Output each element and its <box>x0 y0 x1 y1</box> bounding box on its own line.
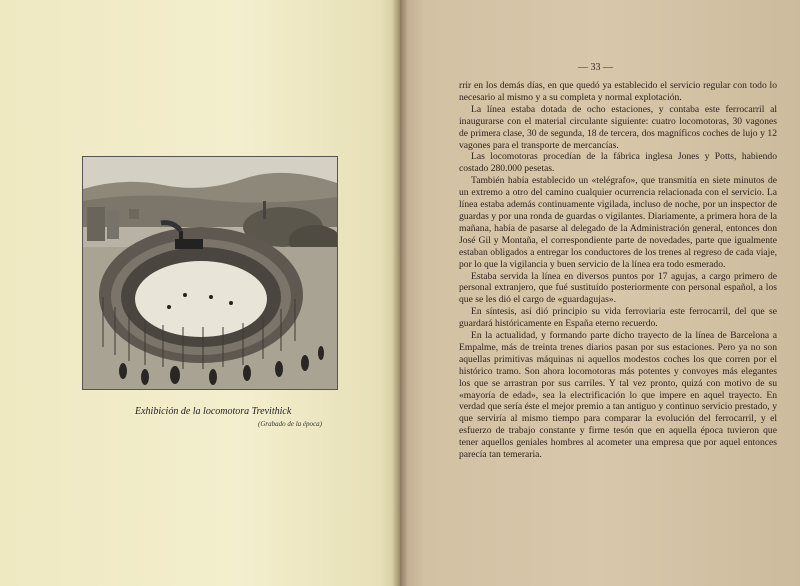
paragraph: La línea estaba dotada de ocho estaciones, y contaba este ferrocarril al inaugurarse con el material circulante siguiente: cuatro locomotoras, 30 vagones de primera clase, 30 de segunda, 18 de tercera, dos magníficos coches de lujo y 12 vagones para el transporte de mercancías. <box>459 103 777 151</box>
paragraph: Estaba servida la línea en diversos puntos por 17 agujas, a cargo primero de personal extranjero, que fué sustituído posteriormente con personal español, a los que se les dió el cargo de «guardagujas». <box>459 270 777 306</box>
paragraph: rrir en los demás días, en que quedó ya establecido el servicio regular con todo lo necesario al mismo y a su completa y normal explotación. <box>459 80 777 103</box>
paragraph: También había establecido un «telégrafo», que transmitía en siete minutos de un extremo a otro del camino cualquier ocurrencia relacionada con el servicio. La línea estaba además continuamente vigilada, incluso de noche, por un inspector de guardas y por una ronda de guardas o vigilantes. Diariamente, a primera hora de la mañana, había de pasarse al delegado de la Administración general, entonces don José Gil y Montaña, el correspondiente parte de novedades, parte que igualmente estaban obligados a entregar los conductores de los trenes al regreso de cada viaje, por lo que la vigilancia y buen servicio de la línea era todo esmerado. <box>459 175 777 270</box>
book-gutter <box>392 0 408 586</box>
paragraph: Las locomotoras procedían de la fábrica inglesa Jones y Potts, habiendo costado 280.000 pesetas. <box>459 151 777 175</box>
engraving-svg <box>83 157 337 389</box>
engraving-illustration <box>82 156 338 390</box>
figure-credit: (Grabado de la época) <box>258 420 322 428</box>
page-body-text <box>459 80 777 461</box>
paragraph: En la actualidad, y formando parte dicho trayecto de la línea de Barcelona a Empalme, más de treinta trenes diarios pasan por sus estaciones. Pero ya no son aquellas primitivas máquinas ni aquellos modestos coches los que corren por el histórico tramo. Son ahora locomotoras más potentes y convoyes más elegantes los que se arrastran por sus carriles. Y tal vez pronto, quizá con motivo de su «mayoría de edad», sea la electrificación lo que impere en aquel trayecto. En verdad que sería éste el mejor premio a tan antiguo y continuo servicio prestado, y que serviría al mismo tiempo para comparar la evolución del ferrocarril, y el esfuerzo de trabajo constante y firme tesón que en aquella época tuvieron que tener aquellos geniales hombres al acometer una empresa que por aquel entonces parecía tan temeraria. <box>459 330 777 461</box>
page-number: — 33 — <box>578 62 613 73</box>
figure-caption: Exhibición de la locomotora Trevithick <box>135 406 292 417</box>
paragraph: En síntesis, así dió principio su vida ferroviaria este ferrocarril, del que se guardará históricamente en España eterno recuerdo. <box>459 306 777 330</box>
